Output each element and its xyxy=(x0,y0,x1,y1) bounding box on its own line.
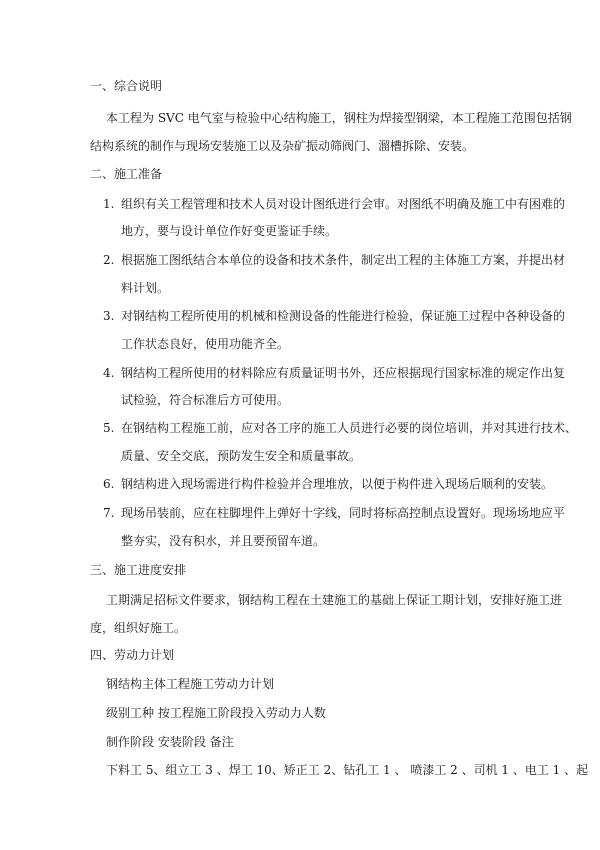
section-4-line-3: 制作阶段 安装阶段 备注 xyxy=(106,735,234,749)
list-item-text-cont: 整夯实，没有积水，并且要预留车道。 xyxy=(121,534,326,548)
list-item-text-cont: 工作状态良好，使用功能齐全。 xyxy=(121,337,290,351)
list-item-text-cont: 试检验，符合标准后方可使用。 xyxy=(121,393,290,407)
list-item-number: 2. xyxy=(103,253,115,267)
section-4-line-2: 级别工种 按工程施工阶段投入劳动力人数 xyxy=(106,706,326,720)
list-item-text: 在钢结构工程施工前，应对各工序的施工人员进行必要的岗位培训，并对其进行技术、 xyxy=(121,421,578,435)
list-item-text: 对钢结构工程所使用的机械和检测设备的性能进行检验，保证施工过程中各种设备的 xyxy=(121,309,566,323)
list-item-number: 3. xyxy=(103,309,115,323)
section-4-line-1: 钢结构主体工程施工劳动力计划 xyxy=(106,677,275,691)
section-3-paragraph-line-1: 工期满足招标文件要求，钢结构工程在土建施工的基础上保证工期计划，安排好施工进 xyxy=(106,593,563,607)
list-item-text-cont: 料计划。 xyxy=(121,281,170,295)
section-2-heading: 二、施工准备 xyxy=(90,167,163,181)
list-item-text: 现场吊装前，应在柱脚埋件上弹好十字线，同时将标高控制点设置好。现场场地应平 xyxy=(121,506,566,520)
section-1-paragraph-line-2: 结构系统的制作与现场安装施工以及杂矿振动筛阀门、溜槽拆除、安装。 xyxy=(90,139,475,153)
list-item-text: 根据施工图纸结合本单位的设备和技术条件，制定出工程的主体施工方案，并提出材 xyxy=(121,253,566,267)
section-4-line-4: 下料工 5、组立工 3 、焊工 10、矫正工 2、钻孔工 1 、 喷漆工 2 、司机 1 、电工 1 、起 xyxy=(106,763,589,777)
list-item-text: 钢结构进入现场需进行构件检验并合理堆放，以便于构件进入现场后顺利的安装。 xyxy=(121,477,554,491)
list-item-text: 钢结构工程所使用的材料除应有质量证明书外，还应根据现行国家标准的规定作出复 xyxy=(121,366,566,380)
list-item-number: 1. xyxy=(103,197,115,211)
list-item-number: 4. xyxy=(103,366,115,380)
list-item-number: 5. xyxy=(103,421,115,435)
list-item-text: 组织有关工程管理和技术人员对设计图纸进行会审。对图纸不明确及施工中有困难的 xyxy=(121,197,566,211)
list-item-text-cont: 地方，要与设计单位作好变更鉴证手续。 xyxy=(121,224,338,238)
list-item-number: 6. xyxy=(103,477,115,491)
list-item-text-cont: 质量、安全交底，预防发生安全和质量事故。 xyxy=(121,449,362,463)
section-3-paragraph-line-2: 度，组织好施工。 xyxy=(90,621,187,635)
section-4-heading: 四、劳动力计划 xyxy=(90,648,175,662)
section-1-heading: 一、综合说明 xyxy=(90,79,163,93)
list-item-number: 7. xyxy=(103,506,115,520)
section-1-paragraph-line-1: 本工程为 SVC 电气室与检验中心结构施工，钢柱为焊接型钢梁，本工程施工范围包括钢 xyxy=(106,111,572,125)
section-3-heading: 三、施工进度安排 xyxy=(90,563,187,577)
